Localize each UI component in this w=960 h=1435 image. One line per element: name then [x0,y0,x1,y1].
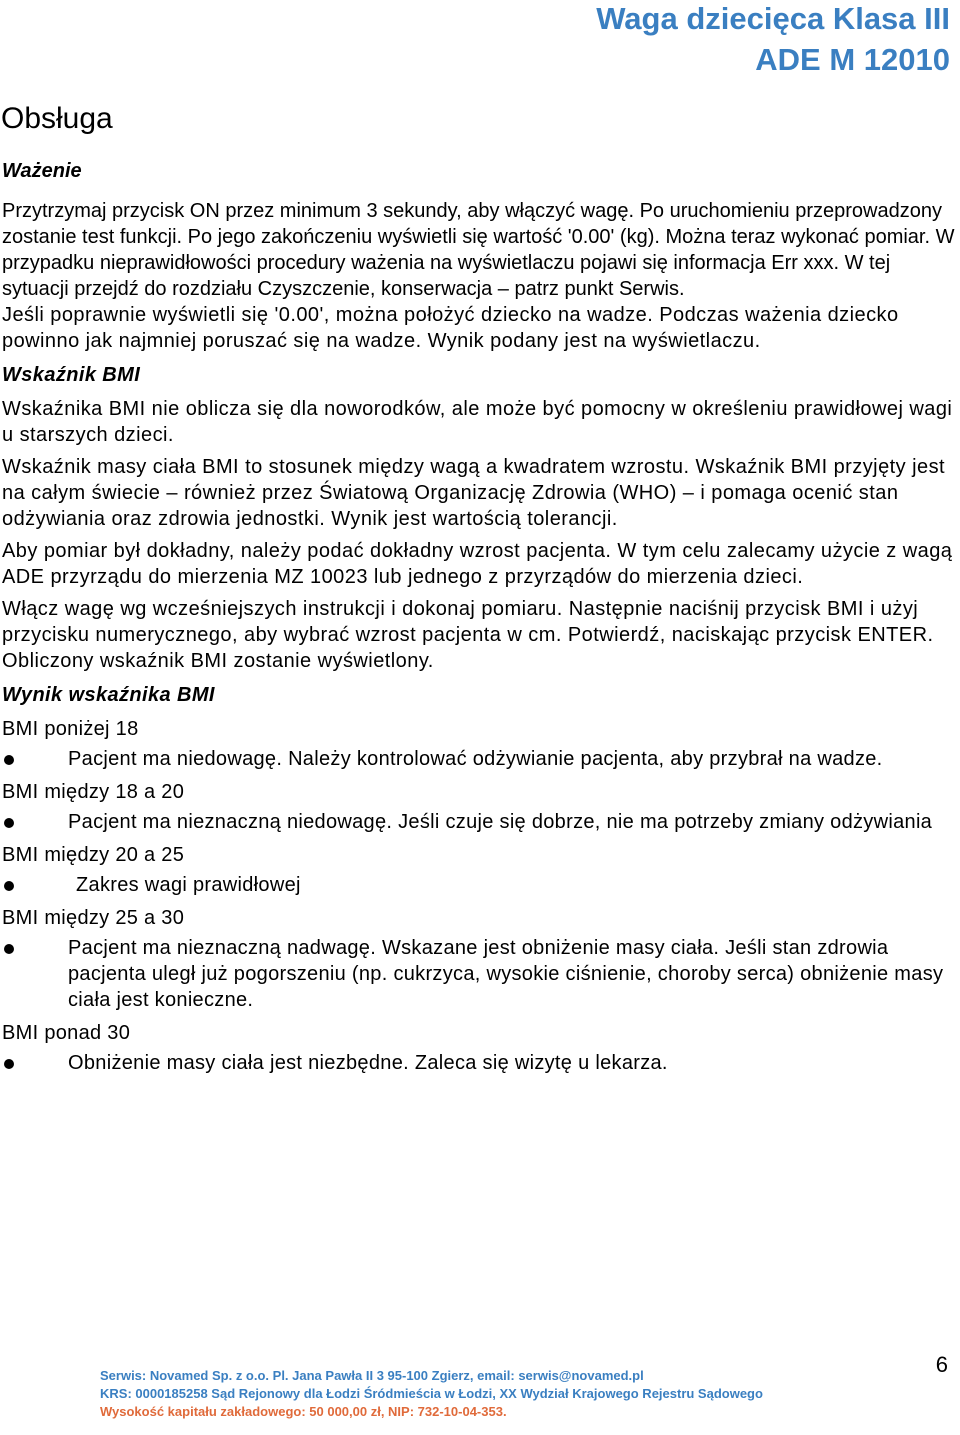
bullet-icon [4,1059,14,1069]
bmi-paragraph-2: Wskaźnik masy ciała BMI to stosunek między wagą a kwadratem wzrostu. Wskaźnik BMI przyjęty jest na całym świecie – również przez Światową Organizację Zdrowia (WHO) – i pomaga ocenić stan odżywiania oraz zdrowia jednostki. Wynik jest wartością tolerancji. [2,456,946,530]
weighing-paragraph-1: Przytrzymaj przycisk ON przez minimum 3 sekundy, aby włączyć wagę. Po uruchomieniu przeprowadzony zostanie test funkcji. Po jego zakończeniu wyświetli się wartość '0.00' (kg). Można teraz wykonać pomiar. W przypadku nieprawidłowości procedury ważenia na wyświetlaczu pojawi się informacja Err xxx. W tej sytuacji przejdź do rozdziału Czyszczenie, konserwacja – patrz punkt Serwis. [2,200,955,300]
bmi-range-item [2,809,960,835]
bmi-paragraph-4: Włącz wagę wg wcześniejszych instrukcji i dokonaj pomiaru. Następnie naciśnij przycisk BMI i użyj przycisku numerycznego, aby wybrać wzrost pacjenta w cm. Potwierdź, naciskając przycisk ENTER. Obliczony wskaźnik BMI zostanie wyświetlony. [2,598,934,672]
bmi-range-item [2,935,960,1013]
bmi-paragraph-3: Aby pomiar był dokładny, należy podać dokładny wzrost pacjenta. W tym celu zalecamy użycie z wagą ADE przyrządu do mierzenia MZ 10023 lub jednego z przyrządów do mierzenia dzieci. [2,540,953,588]
bmi-range-item [2,746,960,772]
bmi-paragraph-1: Wskaźnika BMI nie oblicza się dla noworodków, ale może być pomocny w określeniu prawidłowej wagi u starszych dzieci. [2,398,953,446]
bullet-icon [4,818,14,828]
bullet-icon [4,755,14,765]
footer [100,1367,763,1421]
bmi-result-heading: Wynik wskaźnika BMI [2,684,215,706]
bmi-range-text: Zakres wagi prawidłowej [76,874,301,896]
bmi-range-item [2,872,960,898]
section-title: Obsługa [1,102,113,135]
bmi-range-label: BMI poniżej 18 [2,718,139,740]
bmi-range-label: BMI między 25 a 30 [2,907,185,929]
bmi-range-label: BMI ponad 30 [2,1022,131,1044]
footer-capital-line: Wysokość kapitału zakładowego: 50 000,00 zł, NIP: 732-10-04-353. [100,1404,507,1419]
bmi-range-text: Obniżenie masy ciała jest niezbędne. Zaleca się wizytę u lekarza. [68,1052,668,1074]
bmi-range-list [2,716,960,1076]
document-title: Waga dziecięca Klasa III [596,1,950,36]
bullet-icon [4,944,14,954]
model-number: ADE M 12010 [755,42,950,77]
bmi-range-text: Pacjent ma nieznaczną niedowagę. Jeśli czuje się dobrze, nie ma potrzeby zmiany odżywiania [68,811,933,833]
content-body [2,158,960,1083]
bmi-range-text: Pacjent ma niedowagę. Należy kontrolować odżywianie pacjenta, aby przybrał na wadze. [68,748,883,770]
bmi-range-label: BMI między 20 a 25 [2,844,185,866]
footer-krs-line: KRS: 0000185258 Sąd Rejonowy dla Łodzi Śródmieścia w Łodzi, XX Wydział Krajowego Rejestru Sądowego [100,1386,763,1401]
bullet-icon [4,881,14,891]
bmi-range-label: BMI między 18 a 20 [2,781,185,803]
weighing-paragraph-2: Jeśli poprawnie wyświetli się '0.00', można położyć dziecko na wadze. Podczas ważenia dziecko powinno jak najmniej poruszać się na wadze. Wynik podany jest na wyświetlaczu. [2,304,899,352]
bmi-heading: Wskaźnik BMI [2,364,141,386]
footer-service-line: Serwis: Novamed Sp. z o.o. Pl. Jana Pawła II 3 95-100 Zgierz, email: serwis@novamed.pl [100,1368,644,1383]
weighing-heading: Ważenie [2,160,82,182]
page-number: 6 [935,1352,948,1377]
bmi-range-item [2,1050,960,1076]
bmi-range-text: Pacjent ma nieznaczną nadwagę. Wskazane jest obniżenie masy ciała. Jeśli stan zdrowia pacjenta uległ już pogorszeniu (np. cukrzyca, wysokie ciśnienie, choroby serca) obniżenie masy ciała jest konieczne. [68,937,944,1011]
